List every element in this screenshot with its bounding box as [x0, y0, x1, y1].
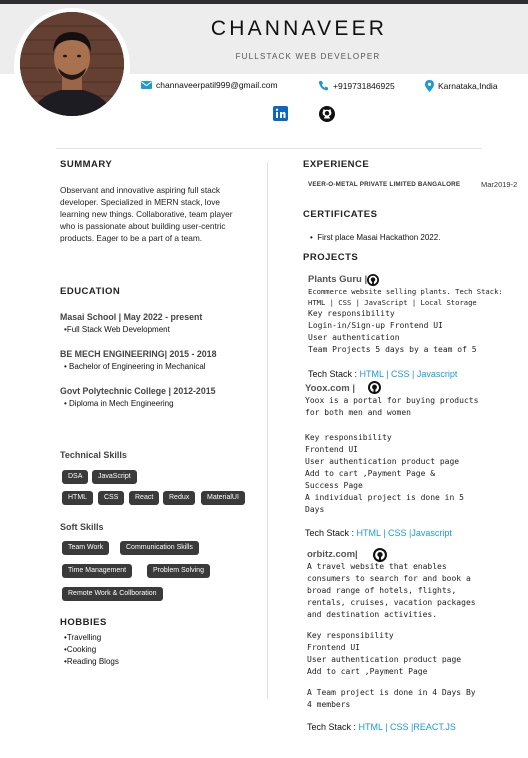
- phone-text: +919731846925: [333, 80, 395, 91]
- education-item-title: Govt Polytechnic College | 2012-2015: [60, 386, 216, 396]
- location-contact: [425, 80, 498, 92]
- github-icon: [367, 274, 379, 286]
- skill-tag: JavaScript: [92, 470, 137, 484]
- skill-tag: Redux: [163, 491, 195, 505]
- experience-heading: EXPERIENCE: [303, 159, 370, 170]
- hobby-item: •Travelling: [64, 633, 102, 642]
- skill-tag: Time Management: [62, 564, 132, 578]
- candidate-name: CHANNAVEER: [210, 17, 388, 40]
- certificate-item: • First place Masai Hackathon 2022.: [310, 233, 441, 242]
- education-heading: EDUCATION: [60, 286, 121, 297]
- mail-icon: [141, 81, 152, 89]
- project-responsibilities: Key responsibility Frontend UI User authentication product page Add to cart ,Payment Page: [307, 631, 462, 676]
- location-text: Karnataka,India: [438, 81, 498, 91]
- project-responsibilities: Key responsibility Login-in/Sign-up Frontend UI User authentication Team Projects 5 days by a team of 5: [308, 309, 477, 354]
- job-title: FULLSTACK WEB DEVELOPER: [235, 52, 381, 61]
- experience-date: Mar2019-2: [481, 180, 518, 189]
- github-link[interactable]: [319, 106, 335, 127]
- skill-tag: HTML: [62, 491, 93, 505]
- email-contact[interactable]: [141, 80, 278, 90]
- project-title: Plants Guru |: [308, 274, 368, 285]
- project-title: orbitz.com|: [307, 549, 358, 560]
- education-item-detail: •Full Stack Web Development: [64, 325, 170, 334]
- phone-icon: [318, 80, 329, 91]
- skill-tag: Communication Skills: [120, 541, 199, 555]
- project-tech-stack: Tech Stack : HTML | CSS |REACT.JS: [307, 722, 456, 732]
- column-divider: [267, 162, 268, 698]
- technical-skills-heading: Technical Skills: [60, 450, 127, 460]
- project-responsibilities: Key responsibility Frontend UI User authentication product page Add to cart ,Payment Page & Success Page A individual project is done in 5 Days: [305, 433, 464, 514]
- education-item-detail: • Diploma in Mech Engineering: [64, 399, 174, 408]
- github-icon: [368, 381, 381, 394]
- summary-heading: SUMMARY: [60, 159, 113, 170]
- hobby-item: •Reading Blogs: [64, 657, 119, 666]
- linkedin-link[interactable]: [273, 106, 288, 126]
- github-icon: [373, 548, 387, 562]
- project-tech-stack: Tech Stack : HTML | CSS |Javascript: [305, 528, 452, 538]
- projects-heading: PROJECTS: [303, 252, 359, 263]
- avatar: [20, 12, 124, 116]
- project-description: Yoox is a portal for buying products for both men and women: [305, 396, 479, 417]
- hobbies-heading: HOBBIES: [60, 617, 107, 628]
- education-item-detail: • Bachelor of Engineering in Mechanical: [64, 362, 206, 371]
- skill-tag: Remote Work & Collboration: [62, 587, 163, 601]
- project-team-note: A Team project is done in 4 Days By 4 members: [307, 688, 476, 709]
- header-divider: [56, 148, 482, 149]
- phone-contact[interactable]: [318, 80, 395, 91]
- project-title: Yoox.com |: [305, 383, 355, 394]
- education-item-title: BE MECH ENGINEERING| 2015 - 2018: [60, 349, 217, 359]
- skill-tag: MaterialUI: [201, 491, 245, 505]
- email-text: channaveerpatil999@gmail.com: [156, 80, 278, 90]
- skill-tag: Team Work: [62, 541, 109, 555]
- github-icon: [319, 106, 335, 122]
- linkedin-icon: [273, 106, 288, 121]
- project-tech-stack: Tech Stack : HTML | CSS | Javascript: [308, 369, 458, 379]
- skill-tag: DSA: [62, 470, 88, 484]
- project-description: A travel website that enables consumers to search for and book a broad range of hotels, flights, rentals, cruises, vacation packages and destination activities.: [307, 562, 476, 619]
- certificates-heading: CERTIFICATES: [303, 209, 378, 220]
- skill-tag: React: [129, 491, 159, 505]
- hobby-item: •Cooking: [64, 645, 97, 654]
- experience-company: VEER-O-METAL PRIVATE LIMITED BANGALORE: [308, 181, 461, 188]
- soft-skills-heading: Soft Skills: [60, 522, 104, 532]
- skill-tag: Problem Solving: [147, 564, 210, 578]
- summary-text: Observant and innovative aspiring full stack developer. Specialized in MERN stack, love learning new things. Collaborative, team player who is passionate about building user-centric products. Eager to be a part of a team.: [60, 185, 233, 243]
- location-pin-icon: [425, 80, 434, 92]
- education-item-title: Masai School | May 2022 - present: [60, 312, 203, 322]
- project-description: Ecommerce website selling plants. Tech Stack: HTML | CSS | JavaScript | Local Storage: [308, 287, 503, 307]
- skill-tag: CSS: [98, 491, 124, 505]
